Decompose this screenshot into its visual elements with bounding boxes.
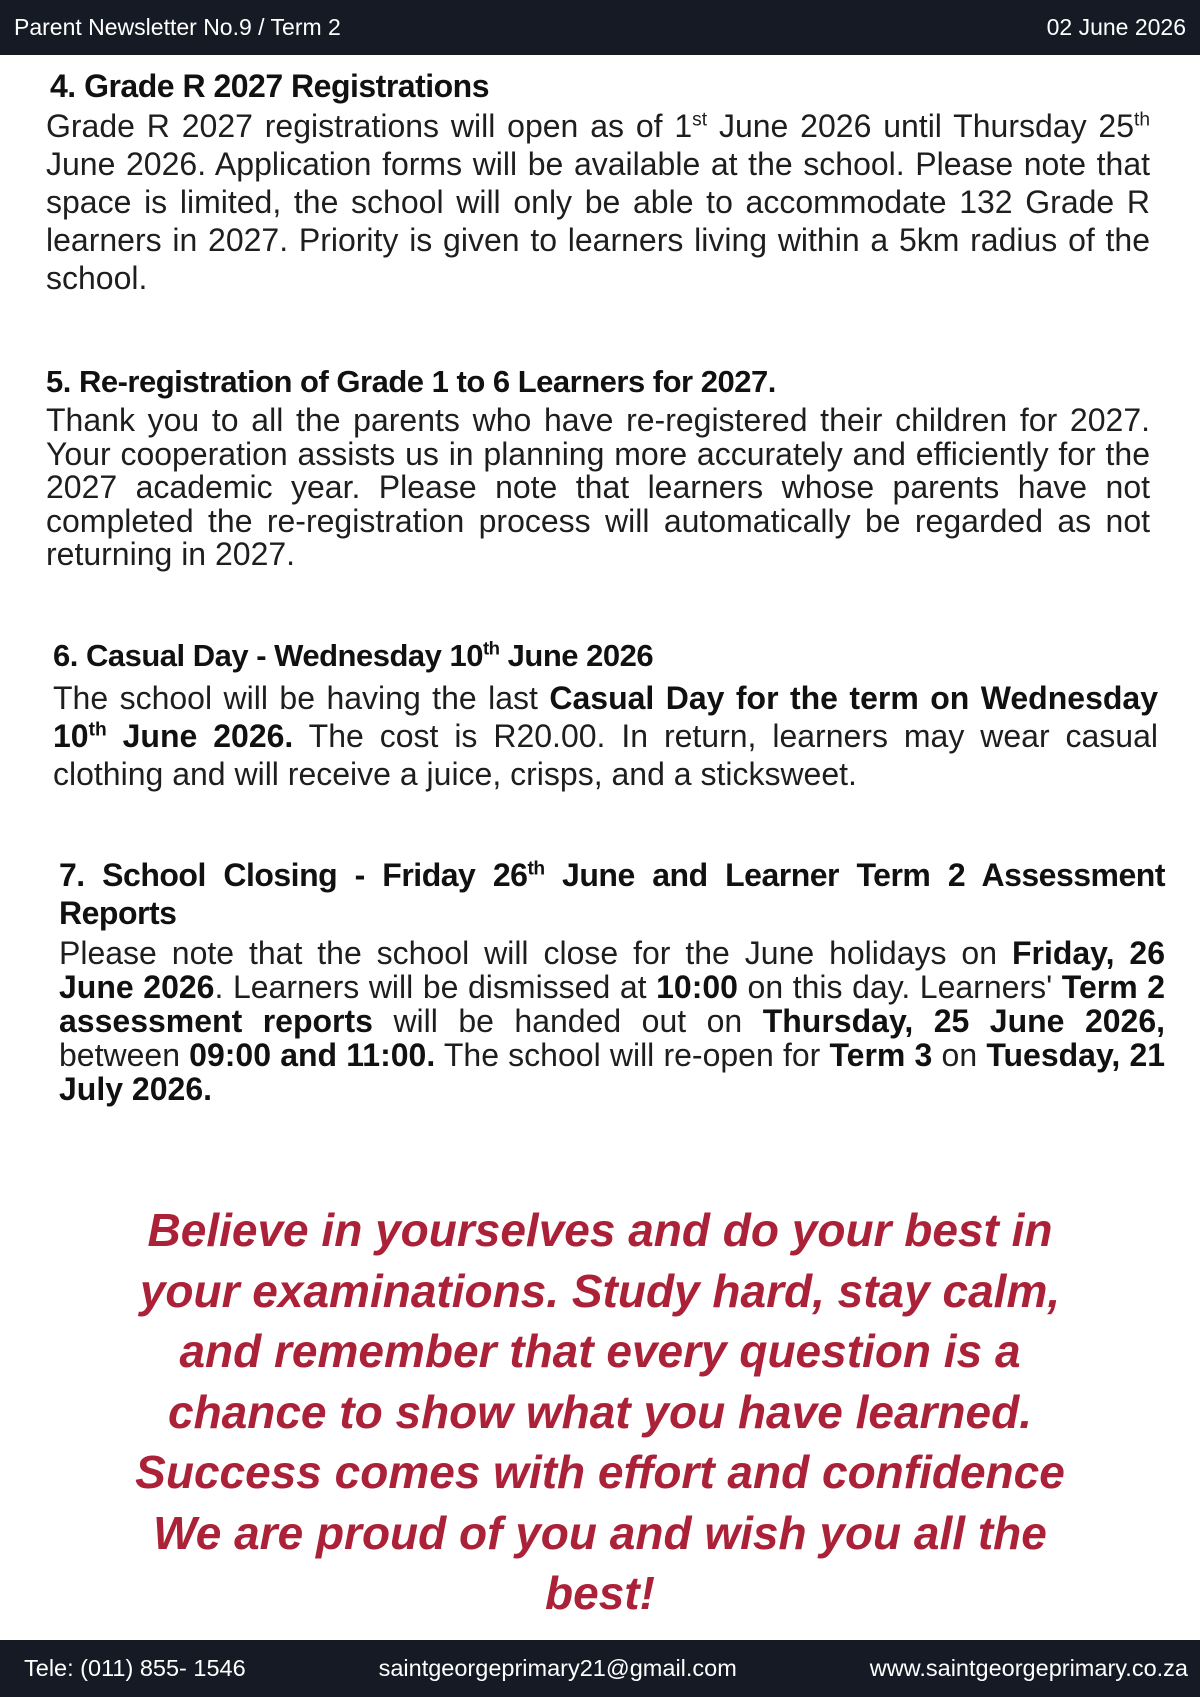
body-text: Please note that the school will close for the June holidays on [59,935,1012,971]
body-bold-text: Term 3 [829,1037,933,1073]
section-heading: 5. Re-registration of Grade 1 to 6 Learners for 2027. [46,364,776,399]
ordinal-suffix: st [692,109,708,131]
quote-line: and remember that every question is a [179,1325,1021,1377]
body-text: on [932,1037,987,1073]
section-casual-day [53,638,1158,793]
heading-text: 7. School Closing - Friday 26 [59,857,528,893]
body-bold-text: 10:00 [656,969,738,1005]
heading-text: June 2026 [499,638,654,673]
ordinal-suffix: th [482,637,500,659]
newsletter-issue-label: Parent Newsletter No.9 / Term 2 [14,14,341,40]
body-text: June 2026 until Thursday 25 [707,108,1134,144]
motivational-quote [40,1200,1160,1624]
quote-line: your examinations. Study hard, stay calm, [139,1264,1061,1317]
section-grade-r-registrations [46,68,1150,297]
body-bold-text: Friday, 26 June 2026 [59,935,1166,1005]
newsletter-date: 02 June 2026 [1046,14,1186,40]
body-text: will be handed out on [372,1003,763,1039]
ordinal-suffix: th [88,719,107,741]
section-heading: 4. Grade R 2027 Registrations [50,68,490,104]
section-body [59,936,1165,1106]
heading-text: 6. Casual Day - Wednesday 10 [53,638,483,673]
ordinal-suffix: th [1134,109,1151,131]
contact-footer-bar [0,1640,1200,1697]
quote-line: Success comes with effort and confidence [135,1446,1065,1498]
footer-phone: Tele: (011) 855- 1546 [24,1655,246,1681]
section-re-registration [46,364,1150,572]
body-bold-text: 09:00 and 11:00. [189,1037,436,1073]
newsletter-header-bar [0,0,1200,55]
heading-text: June and Learner Term 2 Assessment Reports [59,857,1166,931]
ordinal-suffix: th [527,858,545,880]
body-text: . Learners will be dismissed at [214,969,657,1005]
section-body: Thank you to all the parents who have re-registered their children for 2027. Your cooperation assists us in planning more accurately and efficiently for the 2027 academic year. Please note that learners whose parents have not completed the re-registration process will automatically be regarded as not returning in 2027. [46,402,1150,572]
section-body [46,107,1150,297]
body-text: The school will re-open for [435,1037,830,1073]
body-bold-text: Thursday, 25 June 2026, [762,1003,1166,1039]
quote-line: We are proud of you and wish you all the [153,1506,1047,1559]
section-school-closing [59,856,1165,1106]
body-bold-text: Tuesday, 21 July 2026. [59,1037,1166,1107]
body-text: Grade R 2027 registrations will open as of 1 [46,108,693,144]
section-heading [59,856,1165,932]
section-heading [53,638,1158,674]
quote-line: Believe in yourselves and do your best in [147,1204,1053,1256]
section-body [53,679,1158,793]
body-bold-text: Term 2 assessment reports [59,969,1166,1039]
footer-website: www.saintgeorgeprimary.co.za [869,1655,1188,1681]
quote-line: chance to show what you have learned. [167,1385,1032,1438]
body-text: The school will be having the last [53,680,550,716]
footer-email: saintgeorgeprimary21@gmail.com [378,1655,737,1681]
body-text: on this day. Learners' [737,969,1062,1005]
body-bold-text: Casual Day for the term on Wednesday 10 [53,680,1159,754]
body-text: June 2026. Application forms will be available at the school. Please note that space is limited, the school will only be able to accommodate 132 Grade R learners in 2027. Priority is given to learners living within a 5km radius of the school. [46,146,1150,296]
body-text: between [59,1037,190,1073]
body-bold-text: June 2026. [106,718,294,754]
quote-line: best! [545,1567,655,1619]
body-text: The cost is R20.00. In return, learners may wear casual clothing and will receive a juice, crisps, and a sticksweet. [53,718,1159,792]
